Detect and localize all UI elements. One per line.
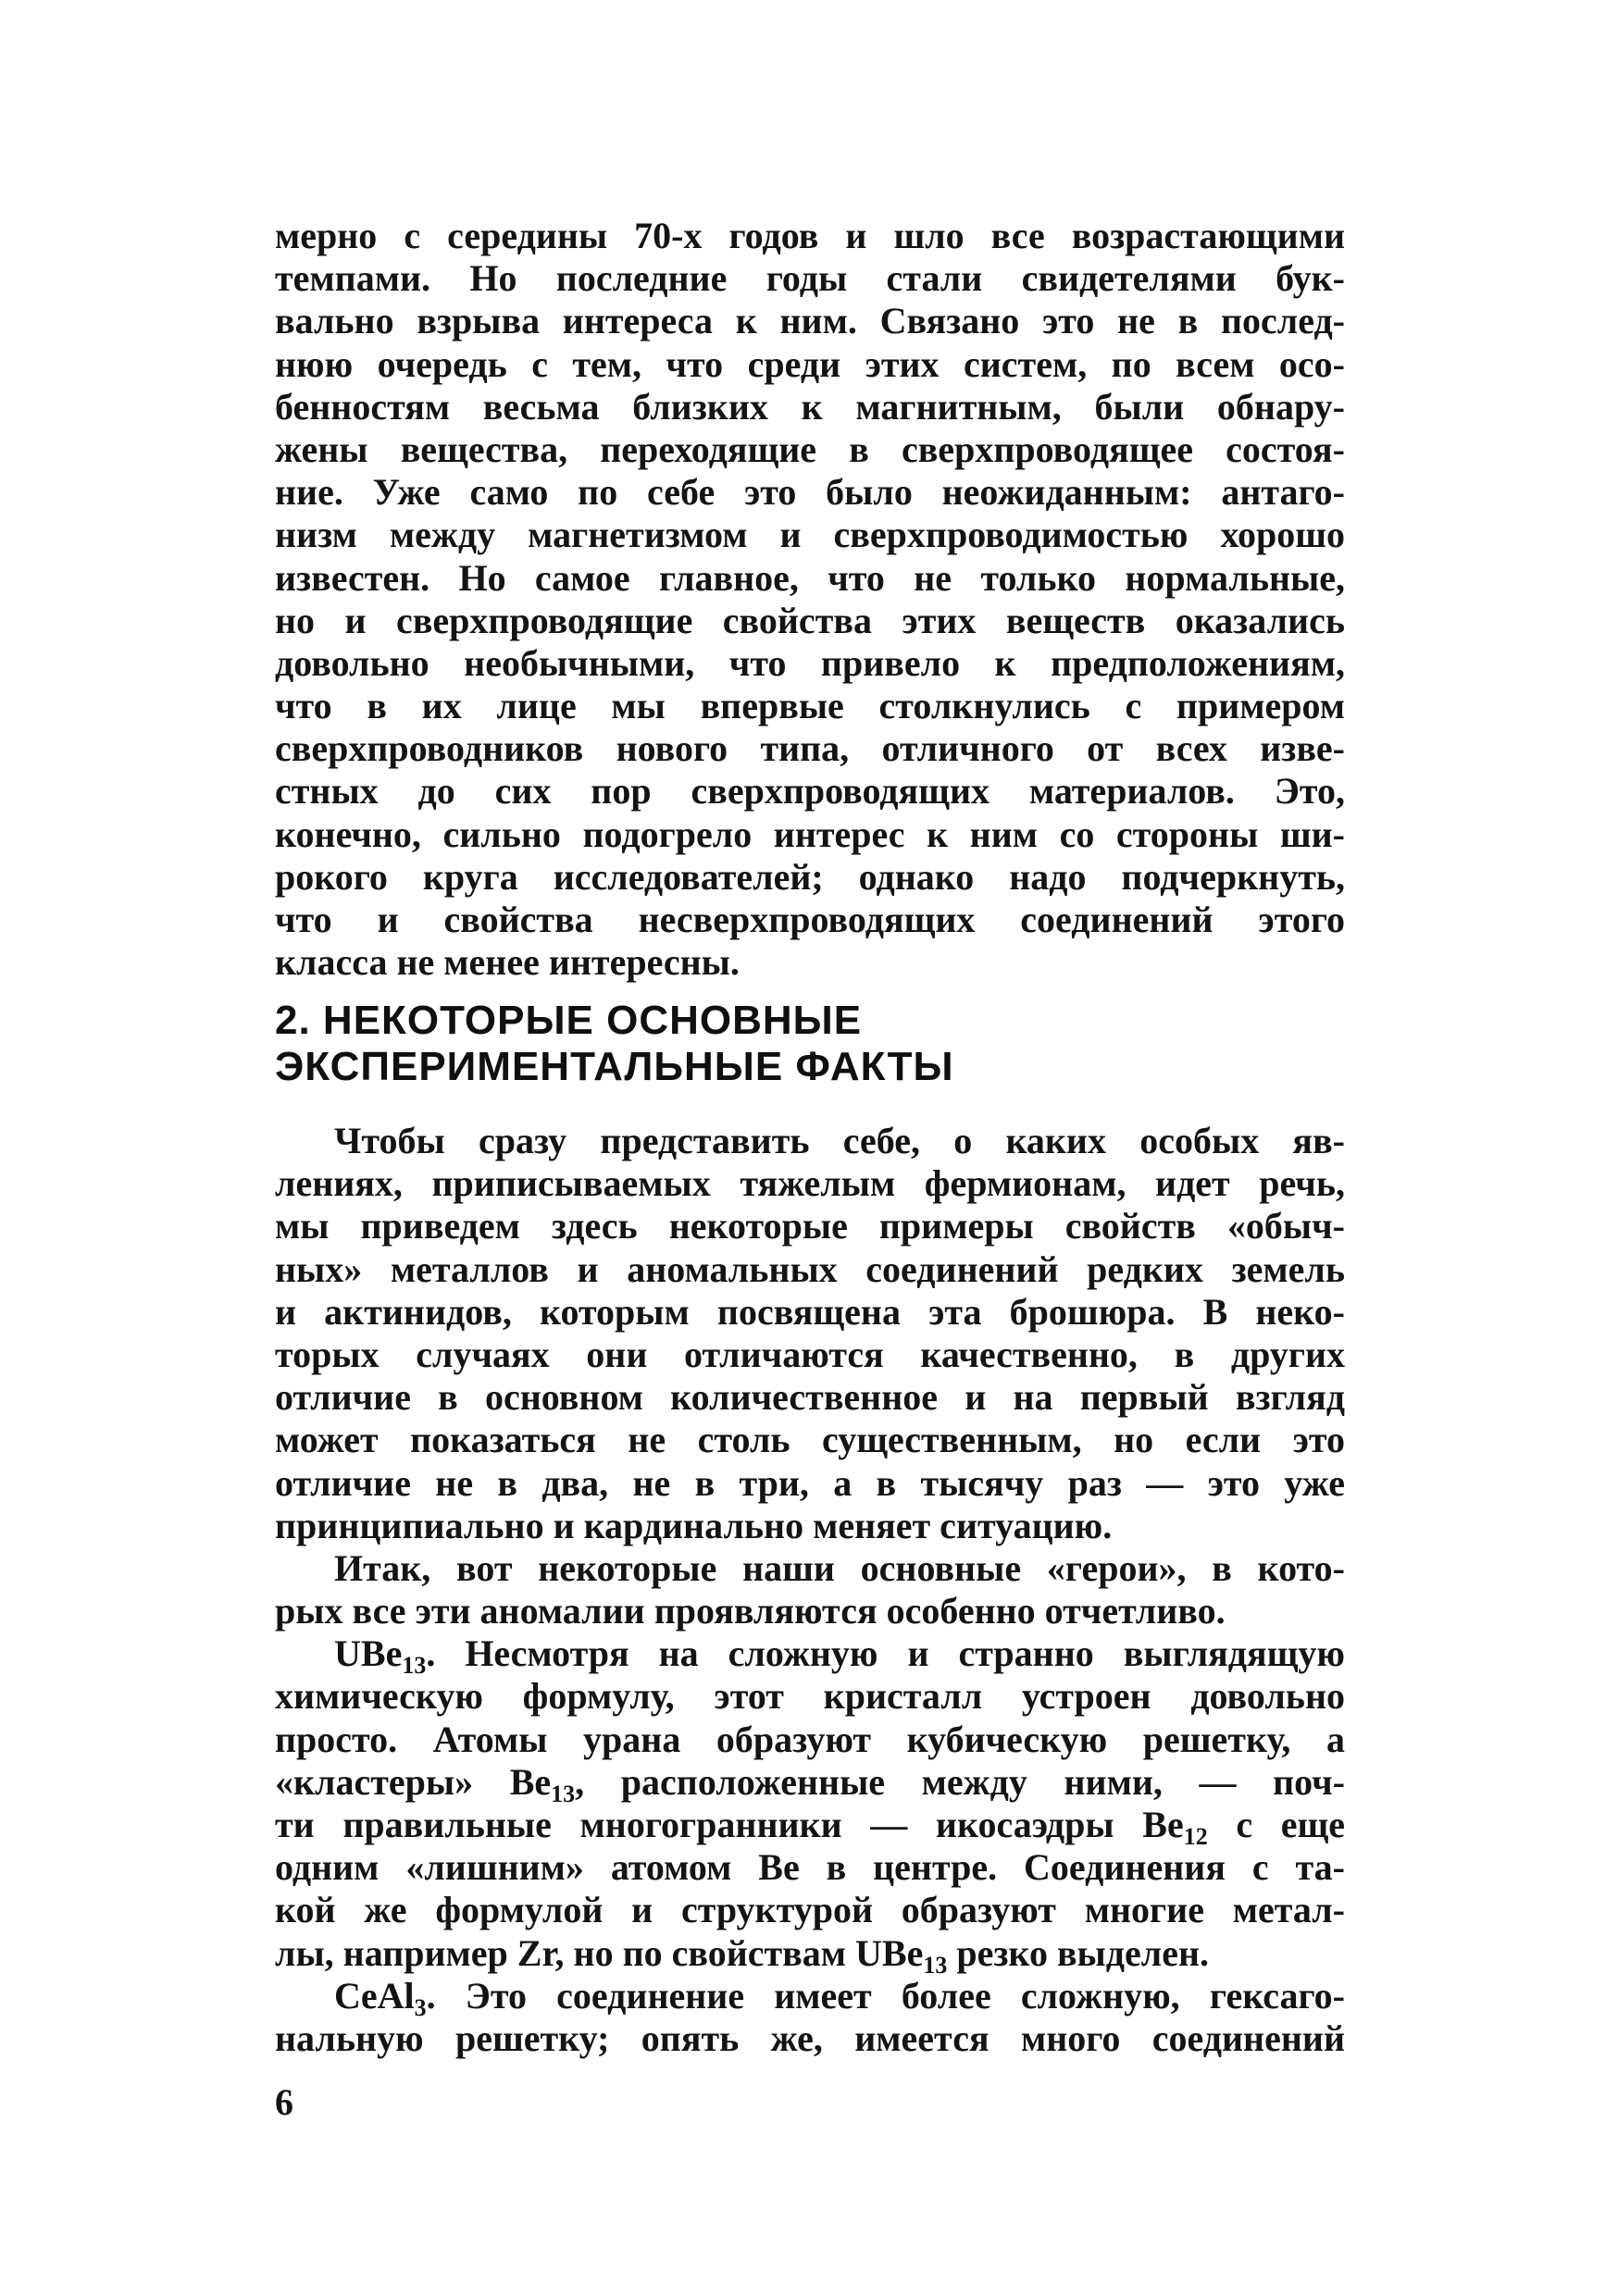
text-line: рокого круга исследователей; однако надо подчеркнуть,	[275, 855, 1345, 898]
formula-ube13: UBe	[334, 1632, 403, 1675]
text-line: принципиально и кардинально меняет ситуацию.	[275, 1504, 1113, 1546]
text-line	[275, 1804, 1345, 1850]
text-line: отличие в основном количественное и на первый взгляд	[275, 1376, 1345, 1419]
text-fragment: лы, например Zr, но по свойствам UBe	[275, 1931, 924, 1974]
text-line: отличие не в два, не в три, а в тысячу раз — это уже	[275, 1461, 1345, 1504]
text-line	[275, 1931, 1345, 1979]
text-line: Чтобы сразу представить себе, о каких особых яв-	[334, 1120, 1345, 1161]
text-line: довольно необычными, что привело к предположениям,	[275, 641, 1345, 684]
text-line: класса не менее интересны.	[275, 941, 740, 984]
text-line: просто. Атомы урана образуют кубическую решетку, а	[275, 1718, 1345, 1760]
text-fragment: резко выделен.	[947, 1931, 1209, 1974]
text-line: низм между магнетизмом и сверхпроводимостью хорошо	[275, 514, 1345, 556]
text-line: ние. Уже само по себе это было неожиданным: антаго-	[275, 471, 1345, 514]
subscript: 12	[1183, 1823, 1208, 1850]
page-number: 6	[275, 2081, 293, 2123]
subscript: 13	[551, 1780, 576, 1807]
text-line: стных до сих пор сверхпроводящих материалов. Это,	[275, 770, 1345, 813]
text-line-ube13	[275, 1632, 1345, 1680]
text-line: кой же формулой и структурой образуют многие метал-	[275, 1889, 1345, 1931]
subscript: 13	[402, 1652, 427, 1680]
text-line: нальную решетку; опять же, имеется много соединений	[275, 2017, 1345, 2059]
text-line: вально взрыва интереса к ним. Связано это не в послед-	[275, 300, 1345, 342]
text-line: мы приведем здесь некоторые примеры свойств «обыч-	[275, 1205, 1345, 1247]
text-fragment: . Это соединение имеет более сложную, гексаго-	[426, 1974, 1345, 2017]
text-line: что в их лице мы впервые столкнулись с примером	[275, 685, 1345, 727]
subscript: 3	[414, 1993, 427, 2021]
text-line: мерно с середины 70-х годов и шло все возрастающими	[275, 215, 1345, 256]
text-line: рых все эти аномалии проявляются особенно отчетливо.	[275, 1590, 1226, 1632]
text-line: лениях, приписываемых тяжелым фермионам, идет речь,	[275, 1162, 1345, 1205]
heading-line-2: ЭКСПЕРИМЕНТАЛЬНЫЕ ФАКТЫ	[275, 1044, 954, 1089]
text-line: химическую формулу, этот кристалл устроен довольно	[275, 1675, 1345, 1718]
text-fragment: «кластеры» Be	[275, 1760, 552, 1803]
text-line: и актинидов, которым посвящена эта брошюра. В неко-	[275, 1290, 1345, 1333]
text-line: конечно, сильно подогрело интерес к ним со стороны ши-	[275, 813, 1345, 855]
text-line: темпами. Но последние годы стали свидетелями бук-	[275, 257, 1345, 300]
text-line: нюю очередь с тем, что среди этих систем, по всем осо-	[275, 342, 1345, 385]
text-line: может показаться не столь существенным, но если это	[275, 1419, 1345, 1461]
text-line	[275, 1760, 1345, 1807]
text-fragment: с еще	[1207, 1804, 1345, 1845]
text-fragment: , расположенные между ними, — поч-	[575, 1760, 1345, 1803]
text-line: торых случаях они отличаются качественно, в других	[275, 1333, 1345, 1375]
text-line: жены вещества, переходящие в сверхпроводящее состоя-	[275, 428, 1345, 470]
subscript: 13	[923, 1951, 948, 1979]
text-line: ных» металлов и аномальных соединений редких земель	[275, 1247, 1345, 1290]
text-line: известен. Но самое главное, что не только нормальные,	[275, 556, 1345, 599]
text-fragment: . Несмотря на сложную и странно выглядящую	[426, 1632, 1345, 1675]
text-line: сверхпроводников нового типа, отличного от всех изве-	[275, 727, 1345, 770]
text-line: что и свойства несверхпроводящих соединений этого	[275, 899, 1345, 940]
text-line-ceal3	[275, 1974, 1345, 2021]
section-heading	[275, 998, 1345, 1090]
intro-paragraph	[275, 215, 1345, 984]
section-body	[275, 1120, 1345, 2060]
text-line: бенностям весьма близких к магнитным, были обнару-	[275, 385, 1345, 428]
formula-ceal3: CeAl	[334, 1974, 415, 2017]
text-line: Итак, вот некоторые наши основные «герои», в кото-	[334, 1546, 1345, 1589]
text-fragment: ти правильные многогранники — икосаэдры Be	[275, 1804, 1184, 1845]
text-line: одним «лишним» атомом Be в центре. Соединения с та-	[275, 1846, 1345, 1889]
heading-line-1: 2. НЕКОТОРЫЕ ОСНОВНЫЕ	[275, 998, 863, 1043]
text-line: но и сверхпроводящие свойства этих веществ оказались	[275, 599, 1345, 641]
